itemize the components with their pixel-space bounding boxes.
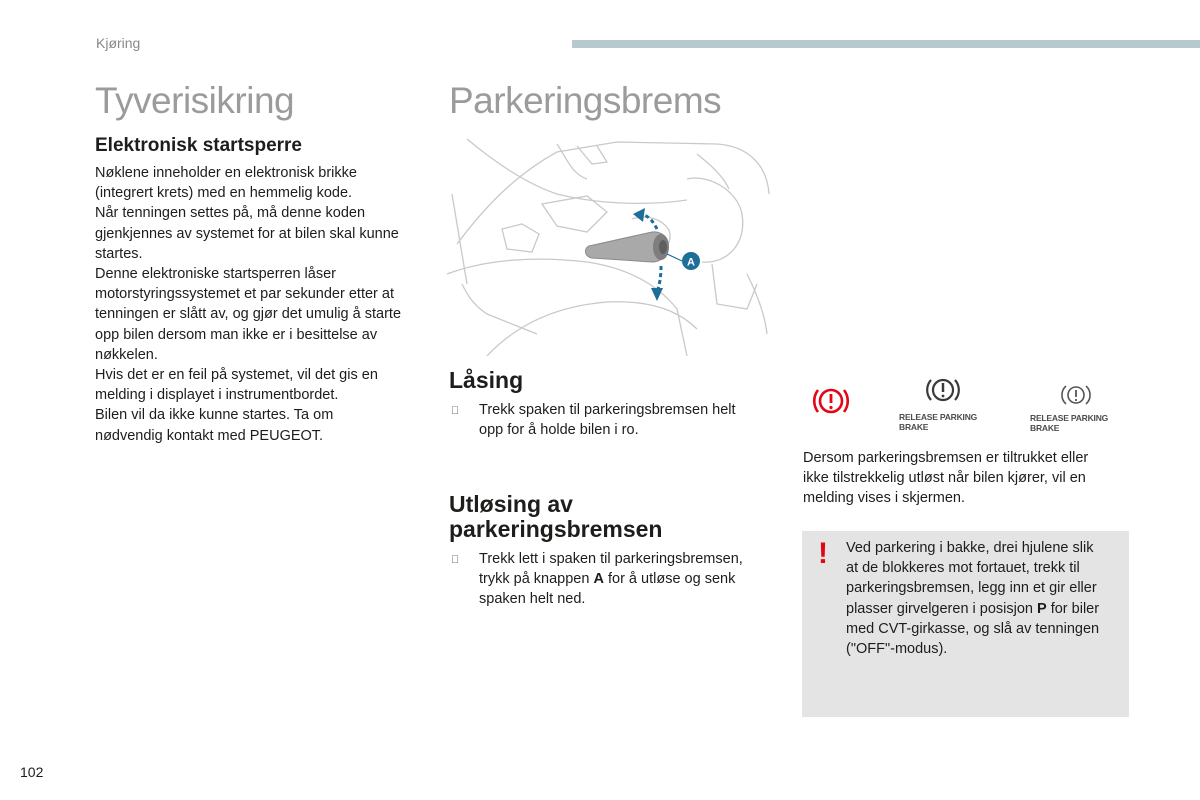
subtitle-immobiliser: Elektronisk startsperre: [95, 135, 302, 156]
text-line: (integrert krets) med en hemmelig kode.: [95, 185, 353, 202]
icon-caption-right: RELEASE PARKING BRAKE: [1030, 413, 1109, 433]
heading-line: Utløsing av: [449, 491, 573, 517]
text-line: motorstyringssystemet et par sekunder etter at: [95, 286, 394, 303]
text-line: tenningen er slått av, og gjør det umulig å starte: [95, 306, 402, 323]
page-title-antitheft: Tyverisikring: [95, 80, 295, 121]
caution-note-box: [802, 531, 1129, 717]
text-line: [479, 569, 743, 589]
page-title-parking-brake: Parkeringsbrems: [449, 80, 722, 121]
text-line: nødvendig kontakt med PEUGEOT.: [95, 427, 324, 444]
brake-warning-red-icon: [814, 390, 848, 412]
text-line: melding i displayet i instrumentbordet.: [95, 387, 339, 404]
locking-instruction: [451, 400, 771, 440]
icon-caption-middle: [899, 412, 977, 432]
bullet-icon: [451, 549, 479, 610]
text-line: opp bilen dersom man ikke er i besittelse av: [95, 326, 378, 343]
exclamation-icon: !: [818, 537, 828, 570]
parking-brake-illustration: [447, 134, 772, 356]
bullet-icon: [451, 400, 479, 440]
brake-warning-info: [803, 448, 1133, 509]
parking-brake-warning-icons: [800, 373, 1135, 443]
caption-line: BRAKE: [899, 422, 929, 432]
text-line: Ved parkering i bakke, drei hjulene slik: [846, 540, 1094, 556]
text-line: parkeringsbremsen, legg inn et gir eller: [846, 580, 1097, 597]
text-line: nøkkelen.: [95, 346, 158, 363]
brake-release-icon-small: [1062, 386, 1090, 404]
text-line: melding vises i skjermen.: [803, 490, 965, 507]
text-line: Dersom parkeringsbremsen er tiltrukket eller: [803, 450, 1089, 466]
text-line: Bilen vil da ikke kunne startes. Ta om: [95, 407, 334, 424]
heading-release: [449, 492, 662, 542]
text-segment-bold: A: [593, 571, 604, 588]
section-label: Kjøring: [96, 35, 141, 51]
text-line: Trekk spaken til parkeringsbremsen helt: [479, 402, 736, 418]
text-line: Når tenningen settes på, må denne koden: [95, 205, 366, 222]
text-line: ("OFF"-modus).: [846, 641, 948, 658]
text-segment: for å utløse og senk: [603, 571, 736, 588]
text-line: opp for å holde bilen i ro.: [479, 422, 639, 439]
text-line: Denne elektroniske startsperren låser: [95, 266, 336, 283]
text-line: [846, 599, 1122, 619]
text-line: startes.: [95, 245, 143, 262]
text-line: gjenkjennes av systemet for at bilen skal kunne: [95, 225, 399, 242]
text-line: med CVT-girkasse, og slå av tenningen: [846, 620, 1100, 637]
immobiliser-text: [95, 163, 435, 446]
text-line: spaken helt ned.: [479, 591, 586, 608]
text-line: Nøklene inneholder en elektronisk brikke: [95, 165, 357, 181]
release-instruction: [451, 549, 771, 610]
text-segment: plasser girvelgeren i posisjon: [846, 600, 1038, 617]
text-line: Hvis det er en feil på systemet, vil det gis en: [95, 367, 378, 384]
caution-note-text: [846, 538, 1122, 659]
heading-line: parkeringsbremsen: [449, 516, 663, 542]
text-line: ikke tilstrekkelig utløst når bilen kjører, vil en: [803, 470, 1086, 487]
heading-locking: Låsing: [449, 367, 524, 393]
button-a-label: A: [687, 256, 695, 269]
caption-line: RELEASE PARKING: [899, 412, 978, 422]
text-segment: for biler: [1046, 600, 1100, 617]
brake-release-icon-large: [927, 380, 959, 400]
header-bar: [572, 40, 1200, 48]
page-number: 102: [20, 764, 44, 780]
text-segment-bold: P: [1037, 600, 1047, 617]
text-line: at de blokkeres mot fortauet, trekk til: [846, 560, 1080, 577]
text-line: Trekk lett i spaken til parkeringsbremsen,: [479, 551, 743, 567]
text-segment: trykk på knappen: [479, 571, 594, 588]
